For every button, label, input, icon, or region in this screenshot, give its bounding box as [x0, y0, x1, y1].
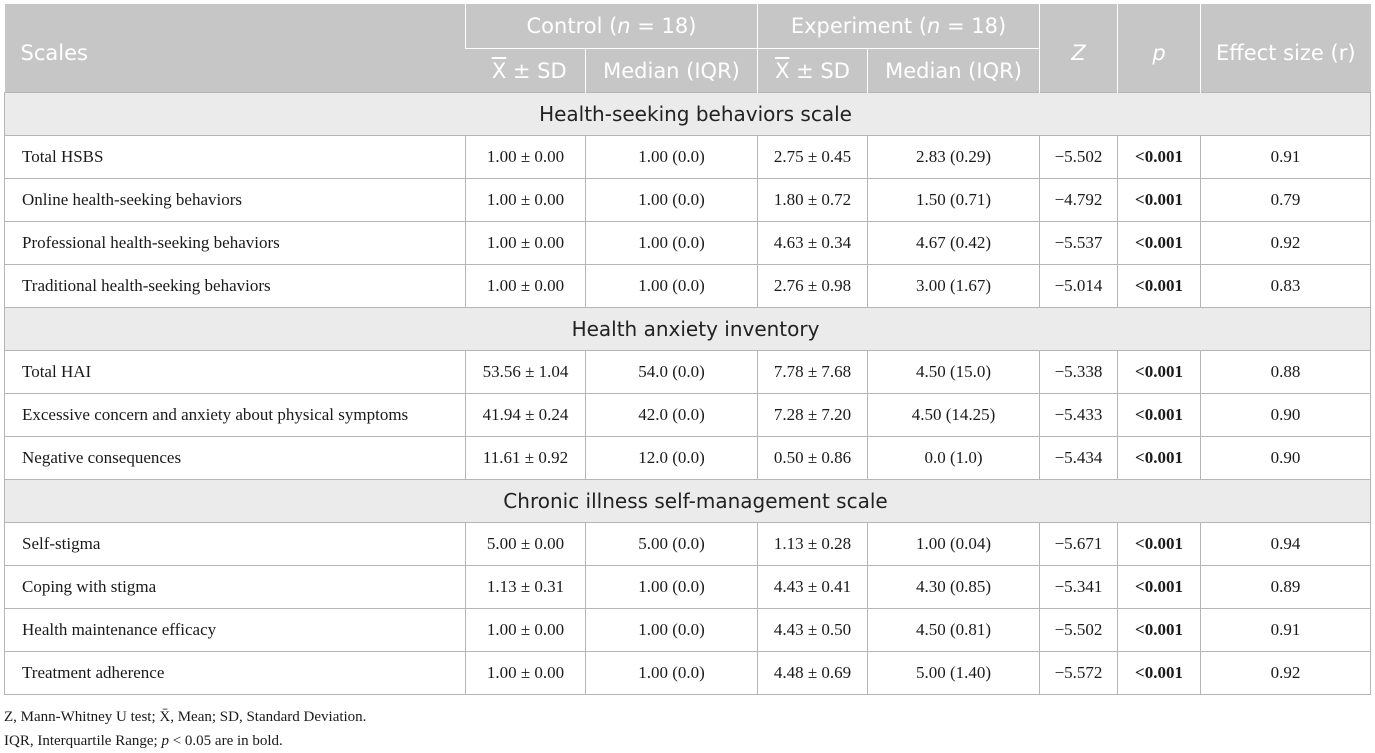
cell-effect-size: 0.89 [1201, 566, 1371, 609]
table-row [5, 136, 1371, 179]
cell-control-mean-sd: 41.94 ± 0.24 [466, 394, 586, 437]
header-experiment-median-iqr: Median (IQR) [868, 49, 1040, 93]
table-row [5, 437, 1371, 480]
section-title: Chronic illness self-management scale [5, 480, 1371, 523]
cell-control-median-iqr: 1.00 (0.0) [586, 265, 758, 308]
table-notes [4, 705, 366, 753]
cell-z-value: −5.434 [1040, 437, 1118, 480]
section-header-row [5, 480, 1371, 523]
table-header [5, 4, 1371, 93]
cell-experiment-mean-sd: 4.43 ± 0.50 [758, 609, 868, 652]
header-experiment-mean-sd: $\overline{X}$ ± SD [758, 49, 868, 93]
cell-effect-size: 0.92 [1201, 222, 1371, 265]
header-effect-size: Effect size (r) [1201, 4, 1371, 93]
table-note-1: Z, Mann-Whitney U test; X̄, Mean; SD, Standard Deviation. [4, 709, 367, 725]
cell-effect-size: 0.92 [1201, 652, 1371, 695]
cell-z-value: −5.502 [1040, 609, 1118, 652]
cell-p-value: <0.001 [1118, 351, 1201, 394]
cell-p-value: <0.001 [1118, 652, 1201, 695]
cell-effect-size: 0.94 [1201, 523, 1371, 566]
cell-control-mean-sd: 1.00 ± 0.00 [466, 609, 586, 652]
table-row [5, 566, 1371, 609]
cell-control-median-iqr: 1.00 (0.0) [586, 179, 758, 222]
cell-control-median-iqr: 1.00 (0.0) [586, 222, 758, 265]
cell-label: Excessive concern and anxiety about physical symptoms [5, 394, 466, 437]
cell-experiment-mean-sd: 1.13 ± 0.28 [758, 523, 868, 566]
cell-experiment-mean-sd: 7.28 ± 7.20 [758, 394, 868, 437]
cell-experiment-median-iqr: 0.0 (1.0) [868, 437, 1040, 480]
header-z: Z [1040, 4, 1118, 93]
cell-experiment-median-iqr: 2.83 (0.29) [868, 136, 1040, 179]
cell-experiment-mean-sd: 0.50 ± 0.86 [758, 437, 868, 480]
cell-label: Coping with stigma [5, 566, 466, 609]
cell-p-value: <0.001 [1118, 179, 1201, 222]
cell-effect-size: 0.90 [1201, 394, 1371, 437]
table-row [5, 179, 1371, 222]
cell-z-value: −5.572 [1040, 652, 1118, 695]
cell-control-median-iqr: 12.0 (0.0) [586, 437, 758, 480]
cell-control-mean-sd: 1.13 ± 0.31 [466, 566, 586, 609]
cell-z-value: −5.338 [1040, 351, 1118, 394]
cell-p-value: <0.001 [1118, 222, 1201, 265]
table-row [5, 523, 1371, 566]
cell-control-median-iqr: 1.00 (0.0) [586, 136, 758, 179]
cell-experiment-median-iqr: 4.50 (14.25) [868, 394, 1040, 437]
cell-experiment-median-iqr: 4.50 (0.81) [868, 609, 1040, 652]
cell-control-mean-sd: 53.56 ± 1.04 [466, 351, 586, 394]
header-experiment: Experiment (n = 18) [758, 4, 1040, 49]
cell-experiment-median-iqr: 1.50 (0.71) [868, 179, 1040, 222]
header-control-mean-sd: $\overline{X}$ ± SD [466, 49, 586, 93]
cell-control-median-iqr: 1.00 (0.0) [586, 566, 758, 609]
cell-control-median-iqr: 42.0 (0.0) [586, 394, 758, 437]
header-control: Control (n = 18) [466, 4, 758, 49]
cell-experiment-mean-sd: 1.80 ± 0.72 [758, 179, 868, 222]
table-row [5, 265, 1371, 308]
cell-label: Traditional health-seeking behaviors [5, 265, 466, 308]
cell-control-median-iqr: 1.00 (0.0) [586, 652, 758, 695]
section-header-row [5, 308, 1371, 351]
cell-experiment-median-iqr: 4.30 (0.85) [868, 566, 1040, 609]
cell-p-value: <0.001 [1118, 394, 1201, 437]
cell-experiment-mean-sd: 4.48 ± 0.69 [758, 652, 868, 695]
cell-label: Professional health-seeking behaviors [5, 222, 466, 265]
cell-experiment-median-iqr: 3.00 (1.67) [868, 265, 1040, 308]
cell-label: Health maintenance efficacy [5, 609, 466, 652]
cell-label: Treatment adherence [5, 652, 466, 695]
cell-z-value: −5.341 [1040, 566, 1118, 609]
cell-effect-size: 0.79 [1201, 179, 1371, 222]
cell-effect-size: 0.91 [1201, 136, 1371, 179]
section-title: Health-seeking behaviors scale [5, 93, 1371, 136]
cell-experiment-mean-sd: 2.75 ± 0.45 [758, 136, 868, 179]
cell-experiment-mean-sd: 4.63 ± 0.34 [758, 222, 868, 265]
cell-control-mean-sd: 1.00 ± 0.00 [466, 222, 586, 265]
cell-control-mean-sd: 5.00 ± 0.00 [466, 523, 586, 566]
cell-control-median-iqr: 54.0 (0.0) [586, 351, 758, 394]
results-table-container [4, 4, 1370, 695]
cell-control-median-iqr: 1.00 (0.0) [586, 609, 758, 652]
cell-p-value: <0.001 [1118, 265, 1201, 308]
header-control-median-iqr: Median (IQR) [586, 49, 758, 93]
cell-experiment-median-iqr: 5.00 (1.40) [868, 652, 1040, 695]
cell-z-value: −5.671 [1040, 523, 1118, 566]
table-row [5, 394, 1371, 437]
cell-z-value: −5.433 [1040, 394, 1118, 437]
cell-control-mean-sd: 1.00 ± 0.00 [466, 136, 586, 179]
cell-control-median-iqr: 5.00 (0.0) [586, 523, 758, 566]
cell-control-mean-sd: 1.00 ± 0.00 [466, 652, 586, 695]
table-row [5, 351, 1371, 394]
section-header-row [5, 93, 1371, 136]
cell-experiment-mean-sd: 4.43 ± 0.41 [758, 566, 868, 609]
cell-p-value: <0.001 [1118, 136, 1201, 179]
cell-z-value: −5.502 [1040, 136, 1118, 179]
cell-label: Total HSBS [5, 136, 466, 179]
section-title: Health anxiety inventory [5, 308, 1371, 351]
cell-p-value: <0.001 [1118, 609, 1201, 652]
cell-control-mean-sd: 11.61 ± 0.92 [466, 437, 586, 480]
cell-z-value: −4.792 [1040, 179, 1118, 222]
cell-z-value: −5.537 [1040, 222, 1118, 265]
table-row [5, 609, 1371, 652]
table-row [5, 652, 1371, 695]
cell-effect-size: 0.83 [1201, 265, 1371, 308]
results-table [4, 4, 1371, 695]
cell-control-mean-sd: 1.00 ± 0.00 [466, 265, 586, 308]
cell-p-value: <0.001 [1118, 566, 1201, 609]
cell-p-value: <0.001 [1118, 523, 1201, 566]
cell-effect-size: 0.90 [1201, 437, 1371, 480]
cell-experiment-median-iqr: 1.00 (0.04) [868, 523, 1040, 566]
cell-experiment-mean-sd: 2.76 ± 0.98 [758, 265, 868, 308]
header-scales: Scales [5, 4, 466, 93]
cell-label: Total HAI [5, 351, 466, 394]
header-p: p [1118, 4, 1201, 93]
cell-p-value: <0.001 [1118, 437, 1201, 480]
table-row [5, 222, 1371, 265]
cell-effect-size: 0.88 [1201, 351, 1371, 394]
cell-z-value: −5.014 [1040, 265, 1118, 308]
cell-experiment-median-iqr: 4.50 (15.0) [868, 351, 1040, 394]
cell-control-mean-sd: 1.00 ± 0.00 [466, 179, 586, 222]
cell-label: Self-stigma [5, 523, 466, 566]
table-note-2: IQR, Interquartile Range; p < 0.05 are in bold. [4, 733, 283, 749]
cell-experiment-median-iqr: 4.67 (0.42) [868, 222, 1040, 265]
cell-label: Online health-seeking behaviors [5, 179, 466, 222]
cell-effect-size: 0.91 [1201, 609, 1371, 652]
cell-label: Negative consequences [5, 437, 466, 480]
table-body [5, 93, 1371, 695]
cell-experiment-mean-sd: 7.78 ± 7.68 [758, 351, 868, 394]
